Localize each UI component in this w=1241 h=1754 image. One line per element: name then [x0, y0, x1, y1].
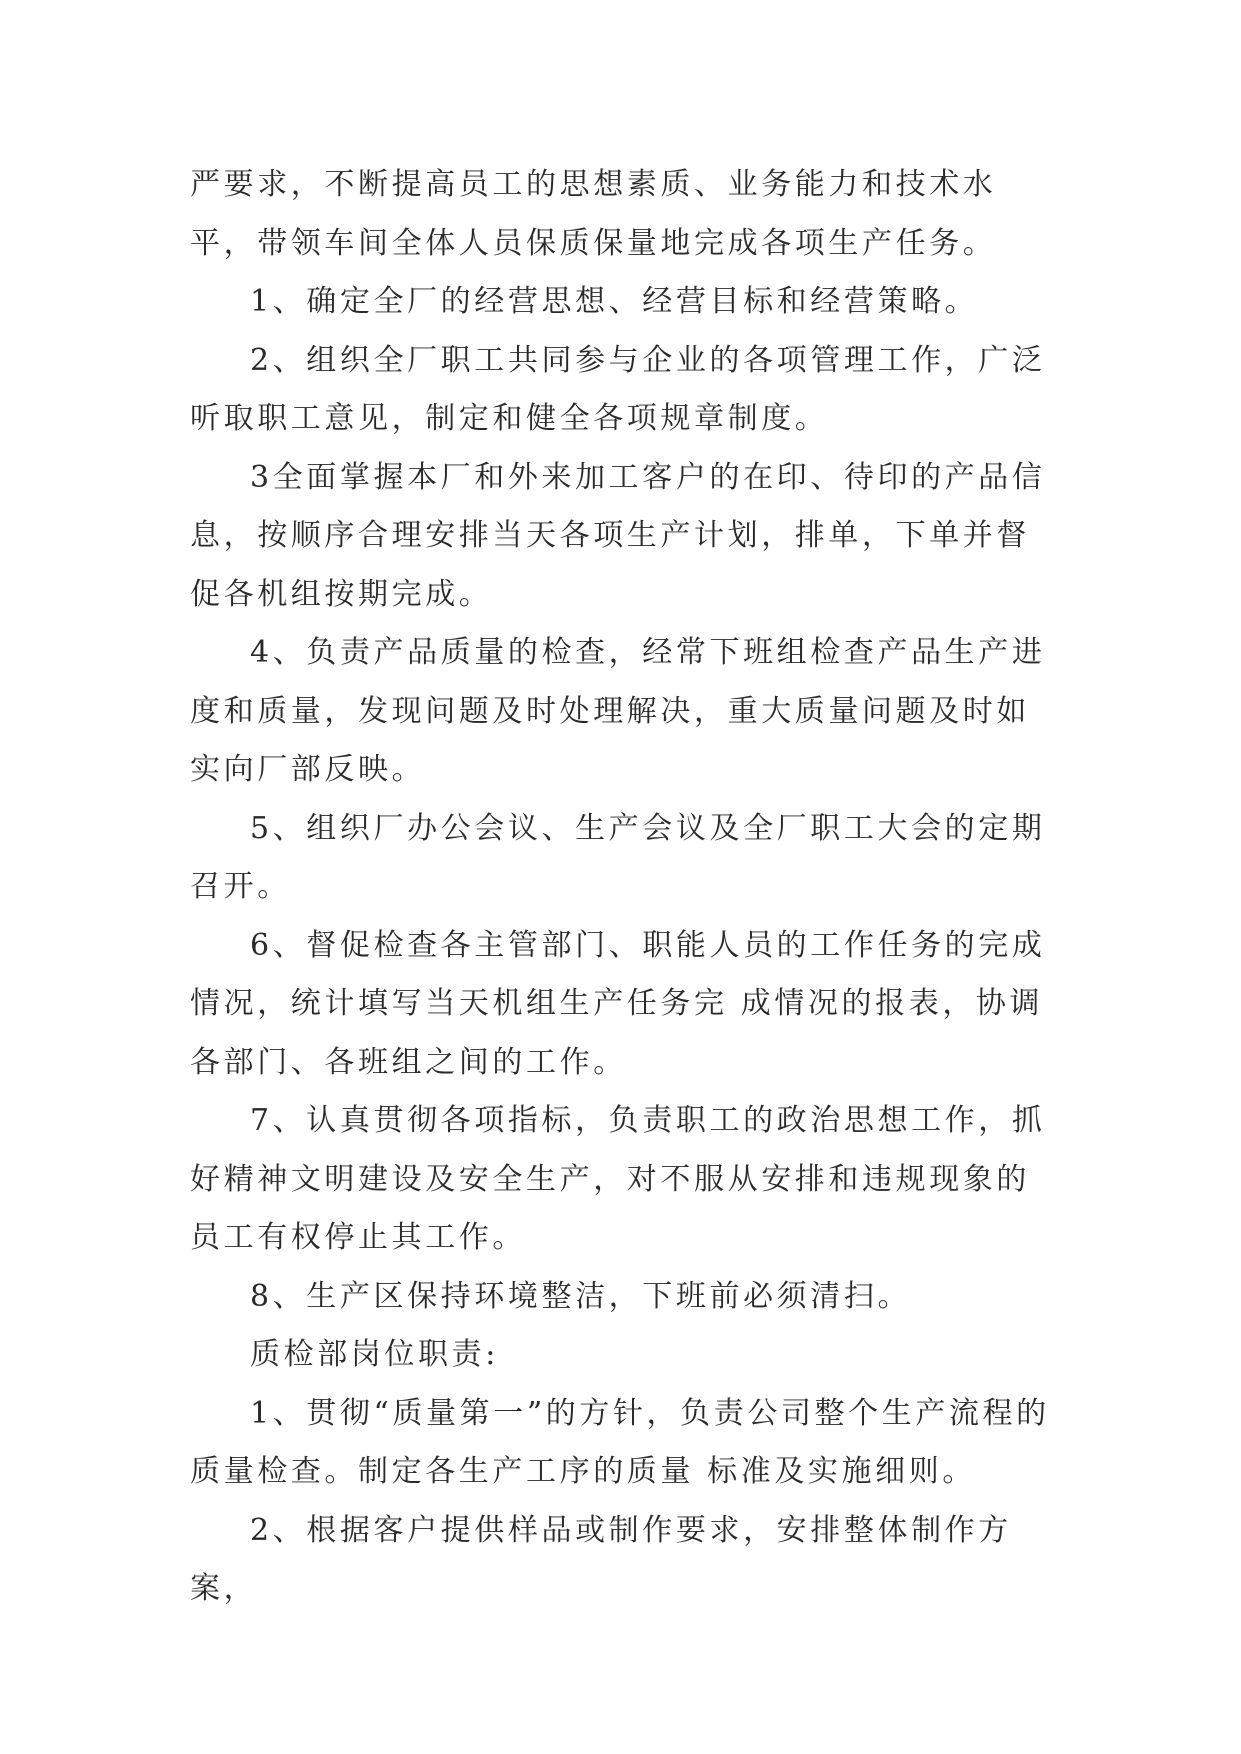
- document-body: [190, 156, 1060, 1619]
- paragraph-item-8: 8、生产区保持环境整洁，下班前必须清扫。: [250, 1278, 912, 1314]
- paragraph-item-6: 6、督促检查各主管部门、职能人员的工作任务的完成情况，统计填写当天机组生产任务完 成情况的报表，协调各部门、各班组之间的工作。: [190, 927, 1046, 1080]
- paragraph-qc-item-2: 2、根据客户提供样品或制作要求，安排整体制作方案，: [190, 1512, 1012, 1606]
- paragraph-item-5: 5、组织厂办公会议、生产会议及全厂职工大会的定期召开。: [190, 810, 1046, 904]
- paragraph-qc-item-1: 1、贯彻“质量第一”的方针，负责公司整个生产流程的质量检查。制定各生产工序的质量 标准及实施细则。: [190, 1395, 1050, 1489]
- paragraph-item-7: 7、认真贯彻各项指标，负责职工的政治思想工作，抓好精神文明建设及安全生产，对不服从安排和违规现象的员工有权停止其工作。: [190, 1103, 1046, 1255]
- paragraph-continuation: 严要求，不断提高员工的思想素质、业务能力和技术水平，带领车间全体人员保质保量地完成各项生产任务。: [190, 167, 997, 261]
- paragraph-item-3: 3全面掌握本厂和外来加工客户的在印、待印的产品信息，按顺序合理安排当天各项生产计划，排单，下单并督促各机组按期完成。: [190, 459, 1046, 612]
- paragraph-item-2: 2、组织全厂职工共同参与企业的各项管理工作，广泛听取职工意见，制定和健全各项规章制度。: [190, 342, 1046, 436]
- section-heading-qc: 质检部岗位职责:: [250, 1337, 499, 1372]
- paragraph-item-4: 4、负责产品质量的检查，经常下班组检查产品生产进度和质量，发现问题及时处理解决，重大质量问题及时如实向厂部反映。: [190, 635, 1046, 787]
- paragraph-item-1: 1、确定全厂的经营思想、经营目标和经营策略。: [250, 284, 979, 319]
